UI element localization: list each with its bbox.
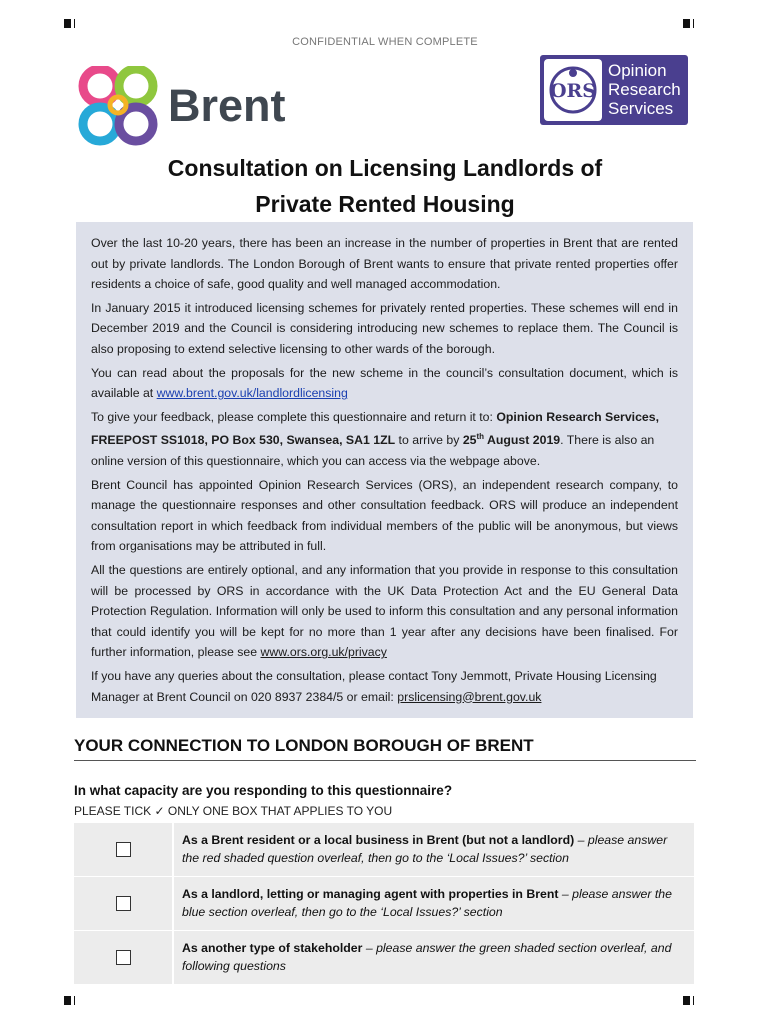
registration-mark-top-right	[683, 17, 694, 29]
registration-mark-bottom-right	[683, 994, 694, 1006]
intro-paragraph: To give your feedback, please complete this questionnaire and return it to: Opinion Research Services, FREEPOST SS1018, PO Box 530, Swansea, SA1 1ZL to arrive by 25th August 2019. There is also an online version of this questionnaire, which you can access via the webpage above.	[91, 409, 660, 469]
ors-logo-line: Research	[608, 80, 681, 99]
intro-panel	[76, 222, 693, 718]
deadline-date: 25th August 2019	[462, 432, 561, 448]
section-heading: YOUR CONNECTION TO LONDON BOROUGH OF BRENT	[74, 736, 696, 761]
ors-logo-line: Opinion	[608, 61, 667, 80]
intro-paragraph: All the questions are entirely optional, and any information that you provide in response to this consultation will be processed by ORS in accordance with the UK Data Protection Act and the EU General Data Protection Regulation. Information will only be used to inform this consultation and any personal information that could identify you will be kept for no more than 1 year after any decisions have been finalised. For further information, please see www.ors.org.uk/privacy	[91, 563, 678, 660]
response-options	[74, 822, 694, 984]
return-address: Opinion Research Services, FREEPOST SS1018, PO Box 530, Swansea, SA1 1ZL	[91, 409, 660, 448]
ors-logo-text	[608, 61, 681, 118]
option-row	[74, 822, 694, 876]
landlord-licensing-link[interactable]: www.brent.gov.uk/landlordlicensing	[156, 386, 348, 401]
intro-paragraph: In January 2015 it introduced licensing schemes for privately rented properties. These schemes will end in December 2019 and the Council is considering introducing new schemes to replace them. The Council is also proposing to extend selective licensing to other wards of the borough.	[91, 300, 678, 356]
page-title	[0, 150, 770, 222]
registration-mark-bottom-left	[64, 994, 75, 1006]
landlord-checkbox[interactable]	[116, 896, 131, 911]
confidential-notice: CONFIDENTIAL WHEN COMPLETE	[292, 36, 478, 48]
intro-paragraph: Over the last 10-20 years, there has been an increase in the number of properties in Brent that are rented out by private landlords. The London Borough of Brent wants to ensure that private rented properties offer residents a choice of safe, good quality and well managed accommodation.	[91, 236, 678, 292]
title-line-2: Private Rented Housing	[255, 191, 515, 217]
ors-emblem-icon	[544, 59, 602, 121]
privacy-link[interactable]: www.ors.org.uk/privacy	[260, 645, 387, 660]
option-row	[74, 930, 694, 984]
contact-email-link[interactable]: prslicensing@brent.gov.uk	[397, 689, 542, 704]
question-instruction: PLEASE TICK ✓ ONLY ONE BOX THAT APPLIES TO YOU	[74, 804, 393, 818]
option-label: As a landlord, letting or managing agent with properties in Brent – please answer the blue section overleaf, then go to the ‘Local Issues?’ section	[174, 877, 694, 930]
brent-logo-text: Brent	[168, 80, 286, 131]
ors-emblem-letters: ORS	[549, 80, 597, 102]
resident-checkbox[interactable]	[116, 842, 131, 857]
ors-logo-line: Services	[608, 99, 674, 118]
option-label: As a Brent resident or a local business in Brent (but not a landlord) – please answer the red shaded question overleaf, then go to the ‘Local Issues?’ section	[174, 823, 694, 876]
intro-paragraph: Brent Council has appointed Opinion Research Services (ORS), an independent research company, to manage the questionnaire responses and other consultation feedback. ORS will produce an independent consultation report in which feedback from individual members of the public will be anonymous, but views from organisations may be attributed in full.	[91, 477, 678, 554]
ors-logo	[540, 55, 688, 125]
registration-mark-top-left	[64, 17, 75, 29]
title-line-1: Consultation on Licensing Landlords of	[167, 155, 603, 181]
option-row	[74, 876, 694, 930]
stakeholder-checkbox[interactable]	[116, 950, 131, 965]
intro-paragraph: If you have any queries about the consultation, please contact Tony Jemmott, Private Housing Licensing Manager at Brent Council on 020 8937 2384/5 or email: prslicensing@brent.gov.uk	[91, 668, 657, 704]
question-text: In what capacity are you responding to this questionnaire?	[74, 783, 453, 798]
option-label: As another type of stakeholder – please answer the green shaded section overleaf, and following questions	[174, 931, 694, 984]
intro-paragraph: You can read about the proposals for the new scheme in the council’s consultation document, which is available at www.brent.gov.uk/landlordlicensing	[91, 365, 678, 401]
